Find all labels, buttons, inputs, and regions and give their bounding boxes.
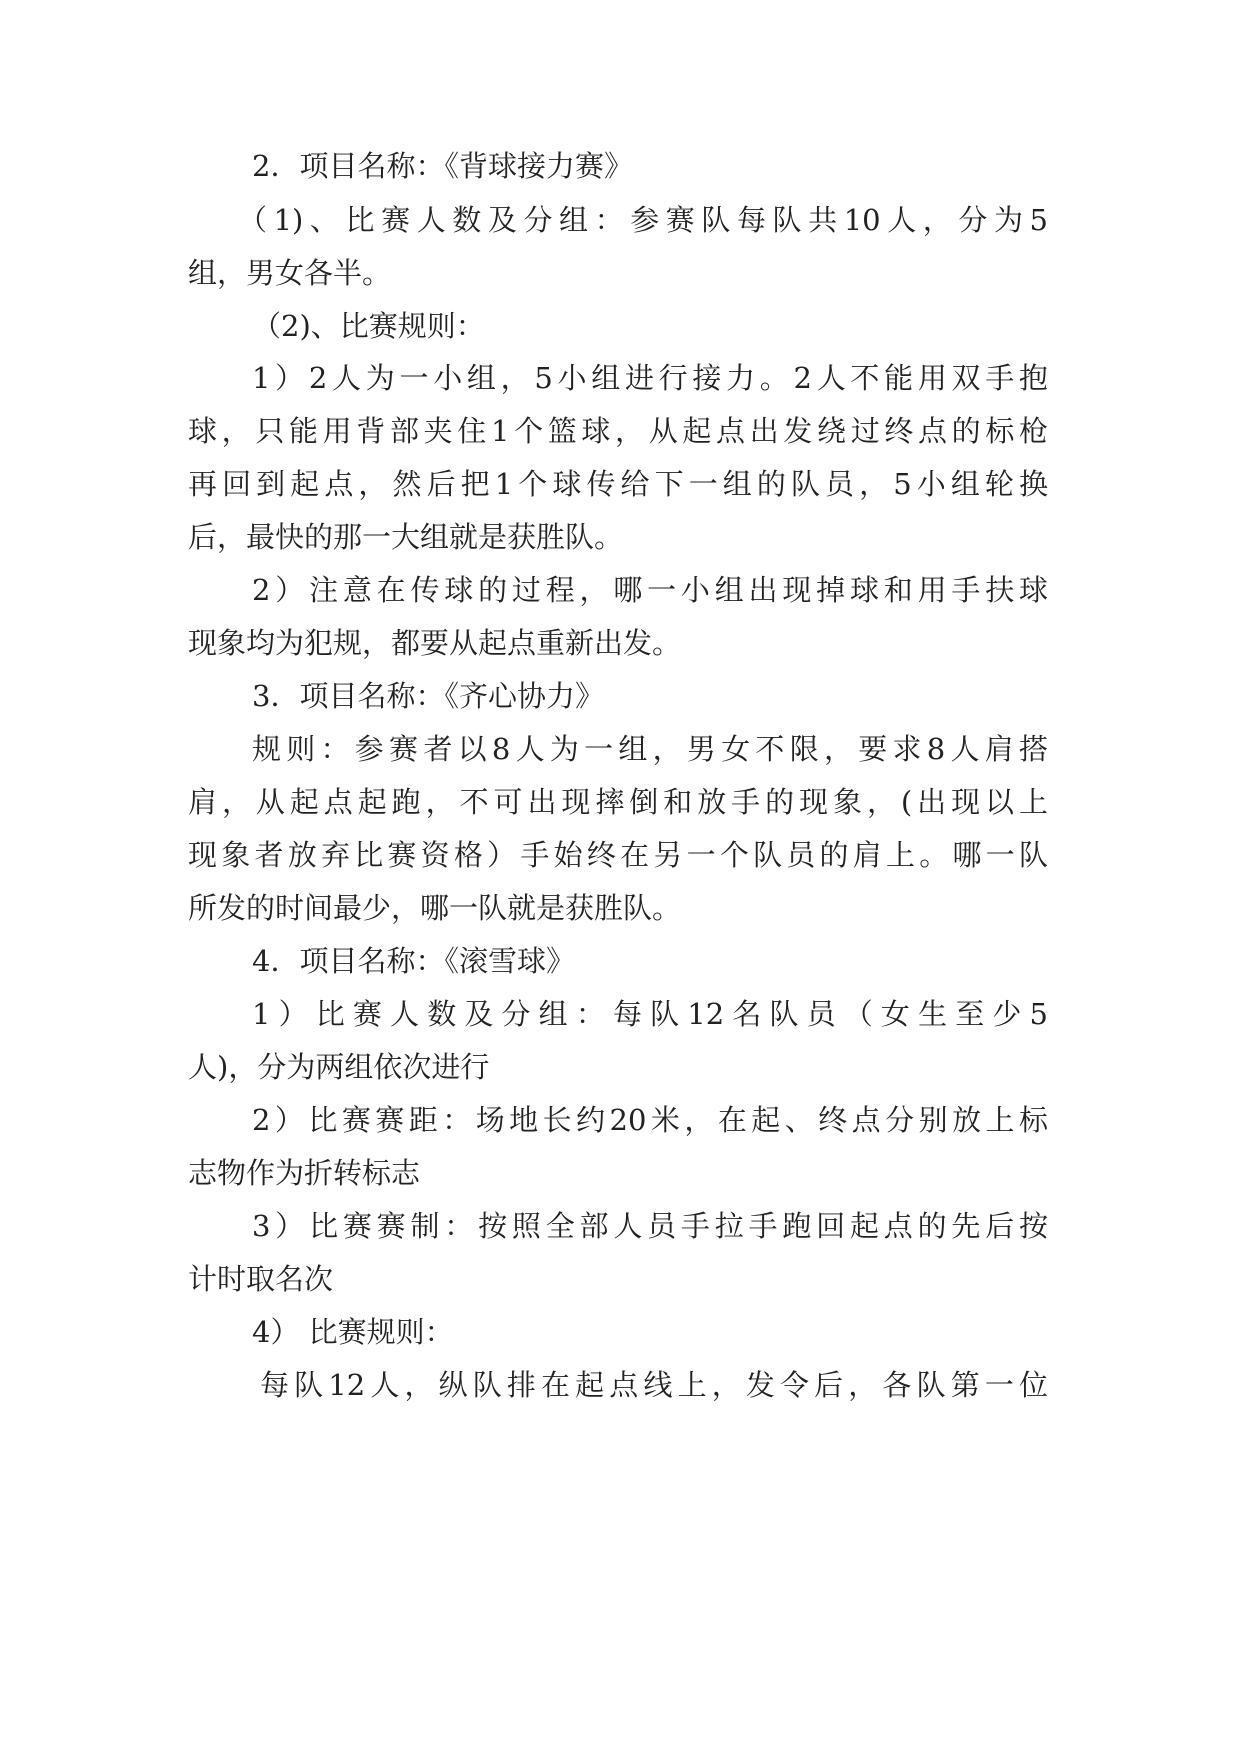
heading-item-4: 4．项目名称：《滚雪球》 bbox=[252, 944, 575, 978]
paragraph-line: 再回到起点，然后把1个球传给下一组的队员，5小组轮换 bbox=[188, 467, 1048, 501]
subheading-rules: 4） 比赛规则： bbox=[252, 1315, 454, 1349]
paragraph-line: 现象均为犯规，都要从起点重新出发。 bbox=[188, 626, 682, 660]
paragraph-line: 所发的时间最少，哪一队就是获胜队。 bbox=[188, 891, 682, 925]
paragraph-line: 现象者放弃比赛资格）手始终在另一个队员的肩上。哪一队 bbox=[188, 838, 1048, 872]
subheading-rules: （2)、比赛规则： bbox=[252, 309, 485, 343]
paragraph-line: 2）注意在传球的过程，哪一小组出现掉球和用手扶球 bbox=[252, 573, 1048, 607]
paragraph-line: 1）2人为一小组，5小组进行接力。2人不能用双手抱 bbox=[252, 361, 1048, 395]
paragraph-line: 后，最快的那一大组就是获胜队。 bbox=[188, 520, 624, 554]
paragraph-line: 1）比赛人数及分组：每队12名队员（女生至少5 bbox=[252, 997, 1048, 1031]
paragraph-line: 球，只能用背部夹住1个篮球，从起点出发绕过终点的标枪 bbox=[188, 414, 1048, 448]
heading-item-2: 2．项目名称：《背球接力赛》 bbox=[252, 149, 633, 183]
heading-item-3: 3．项目名称：《齐心协力》 bbox=[252, 679, 604, 713]
document-page bbox=[188, 0, 1048, 1754]
paragraph-line: 3）比赛赛制：按照全部人员手拉手跑回起点的先后按 bbox=[252, 1209, 1048, 1243]
paragraph-line: 人)，分为两组依次进行 bbox=[188, 1050, 490, 1084]
paragraph-line: 规则：参赛者以8人为一组，男女不限，要求8人肩搭 bbox=[252, 732, 1048, 766]
paragraph-line: 志物作为折转标志 bbox=[188, 1156, 421, 1190]
paragraph-line: 每队12人，纵队排在起点线上，发令后，各队第一位 bbox=[260, 1368, 1048, 1402]
paragraph-line: （1)、比赛人数及分组：参赛队每队共10人，分为5 bbox=[238, 203, 1048, 237]
paragraph-line: 计时取名次 bbox=[188, 1262, 334, 1296]
paragraph-line: 肩，从起点起跑，不可出现摔倒和放手的现象，(出现以上 bbox=[188, 785, 1048, 819]
paragraph-line: 2）比赛赛距：场地长约20米，在起、终点分别放上标 bbox=[252, 1103, 1048, 1137]
paragraph-line: 组，男女各半。 bbox=[188, 256, 392, 290]
